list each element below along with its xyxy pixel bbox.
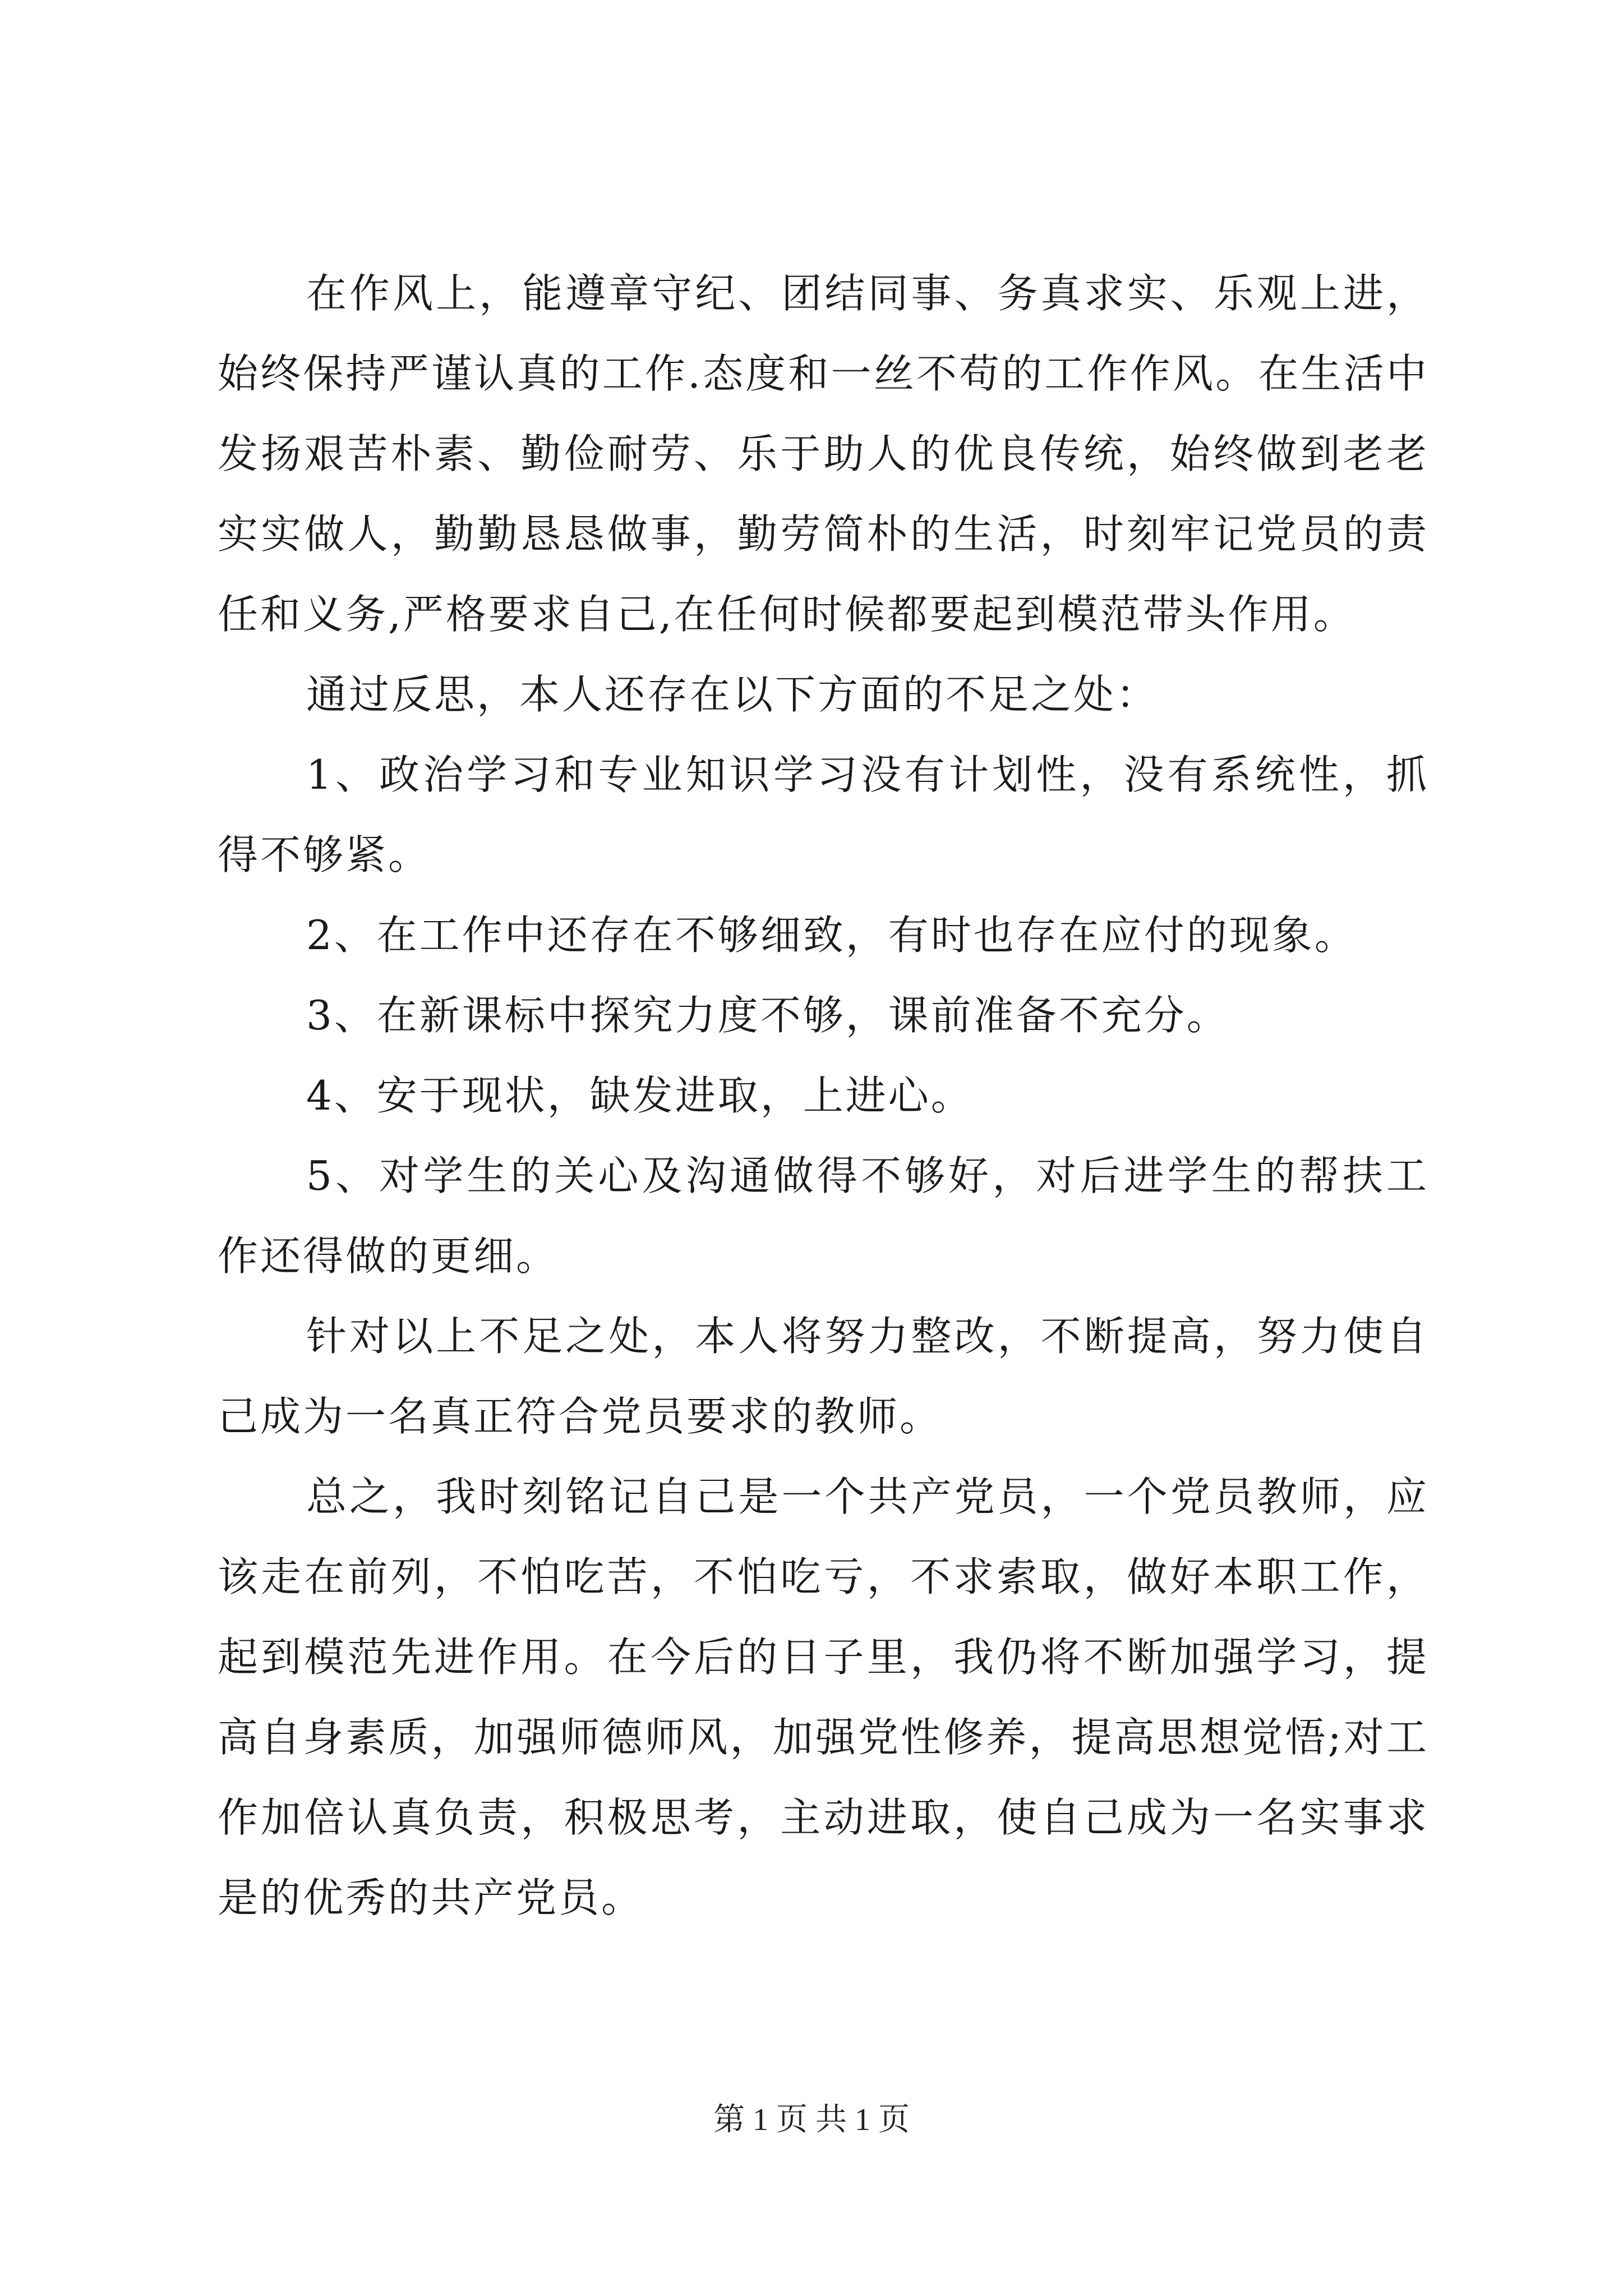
list-item-3: 3、在新课标中探究力度不够，课前准备不充分。 [306, 992, 1229, 1039]
list-item-1: 1、政治学习和专业知识学习没有计划性，没有系统性，抓得不够紧。 [218, 751, 1429, 878]
paragraph-conclusion: 总之，我时刻铭记自己是一个共产党员，一个党员教师，应该走在前列，不怕吃苦，不怕吃亏，不求索取，做好本职工作，起到模范先进作用。在今后的日子里，我仍将不断加强学习，提高自身素质，加强师德师风，加强党性修养，提高思想觉悟;对工作加倍认真负责，积极思考，主动进取，使自己成为一名实事求是的优秀的共产党员。 [218, 1473, 1429, 1921]
paragraph-improvement: 针对以上不足之处，本人将努力整改，不断提高，努力使自己成为一名真正符合党员要求的教师。 [218, 1313, 1429, 1440]
paragraph-conduct: 在作风上，能遵章守纪、团结同事、务真求实、乐观上进，始终保持严谨认真的工作.态度和一丝不苟的工作作风。在生活中发扬艰苦朴素、勤俭耐劳、乐于助人的优良传统，始终做到老老实实做人，勤勤恳恳做事，勤劳简朴的生活，时刻牢记党员的责任和义务,严格要求自己,在任何时候都要起到模范带头作用。 [218, 270, 1429, 638]
document-body [218, 254, 1429, 1938]
list-item-4: 4、安于现状，缺发进取，上进心。 [306, 1072, 974, 1119]
list-item-2: 2、在工作中还存在不够细致，有时也存在应付的现象。 [306, 912, 1357, 959]
page-footer: 第 1 页 共 1 页 [713, 2102, 910, 2137]
paragraph-reflection-intro: 通过反思，本人还存在以下方面的不足之处： [306, 671, 1159, 718]
list-item-5: 5、对学生的关心及沟通做得不够好，对后进学生的帮扶工作还得做的更细。 [218, 1152, 1429, 1280]
